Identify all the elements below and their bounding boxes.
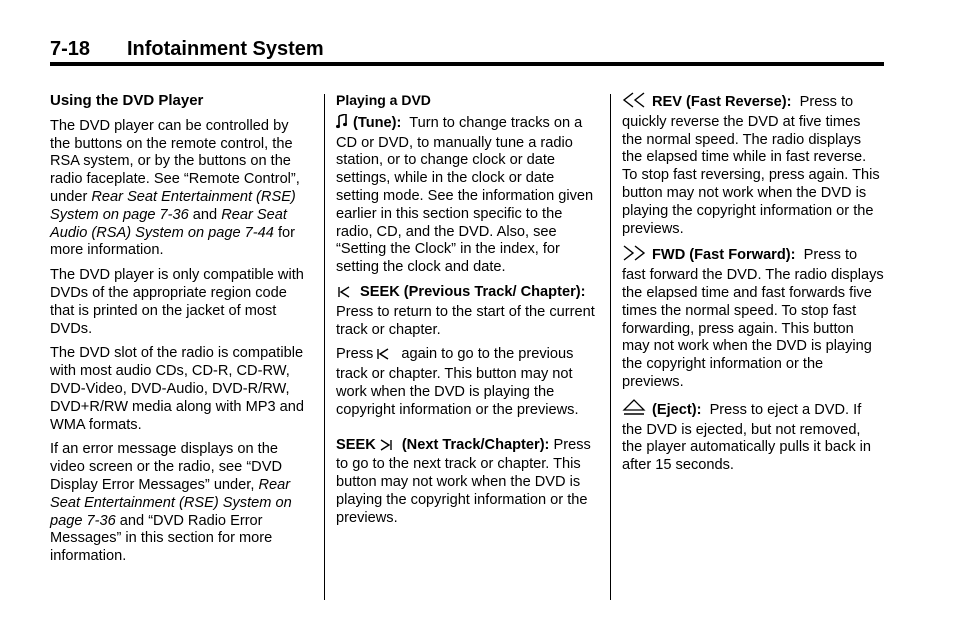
text: and “DVD Radio Error Messages” in this section for more information.: [50, 512, 273, 565]
page-number: 7-18: [50, 38, 91, 60]
paragraph: [50, 118, 312, 260]
section-title: Infotainment System: [127, 38, 324, 60]
text: again to go to the previous track or chapter. This button may not work when the DVD is playing the copyright information or the previews.: [336, 346, 579, 418]
eject-label: (Eject):: [652, 401, 702, 418]
column-2: [336, 92, 598, 535]
rev-label: REV (Fast Reverse):: [652, 94, 792, 110]
tune-entry: [336, 114, 598, 277]
seek-previous-icon: [377, 348, 389, 366]
paragraph: [50, 441, 312, 566]
column-1: [50, 92, 312, 573]
text: Press: [336, 346, 378, 363]
fast-reverse-icon: [622, 92, 646, 114]
column-divider: [324, 94, 325, 600]
column-divider: [610, 94, 611, 600]
seek-previous-label: SEEK (Previous Track/ Chapter):: [360, 283, 586, 300]
rev-entry: [622, 92, 884, 238]
header-rule: [50, 62, 884, 66]
tune-text: Turn to change tracks on a CD or DVD, to manually tune a radio station, or to change clock or date settings, while in the clock or date setting mode. See the information given earlier in this section specific to the radio, CD, and the DVD. Also, see “Setting the Clock” in the index, for setting the clock and date.: [336, 114, 594, 276]
seek-next-entry: [336, 437, 598, 528]
seek-previous-entry: [336, 284, 598, 339]
fwd-entry: [622, 245, 884, 391]
seek-previous-again-entry: [336, 346, 598, 419]
column-3: [622, 92, 884, 482]
eject-entry: [622, 399, 884, 475]
eject-icon: [622, 399, 646, 422]
seek-previous-icon: [338, 286, 350, 304]
section-heading: Using the DVD Player: [50, 92, 204, 109]
cross-reference: Rear Seat Audio (RSA) System on page 7-44: [50, 206, 287, 241]
fast-forward-icon: [622, 245, 646, 267]
seek-next-text: Press to go to the next track or chapter. This button may not work when the DVD is playing the copyright information or the previews.: [336, 436, 591, 526]
seek-next-label: (Next Track/Chapter):: [401, 436, 550, 453]
text: The DVD player can be controlled by the buttons on the remote control, the RSA system, or by the buttons on the radio faceplate. See “Remote Control”, under: [50, 117, 300, 205]
rev-text: Press to quickly reverse the DVD at five times the normal speed. The radio displays the elapsed time while in fast reverse. To stop fast reversing, press again. This button may not work when the DVD is playing the copyright information or the previews.: [622, 94, 880, 237]
tune-label: (Tune):: [353, 114, 402, 131]
text: for more information.: [50, 224, 295, 259]
fwd-text: Press to fast forward the DVD. The radio displays the elapsed time and fast forwards five times the normal speed. To stop fast forwarding, press again. This button may not work when the DVD is playing the copyright information or the previews.: [622, 247, 884, 390]
seek-previous-text: Press to return to the start of the current track or chapter.: [336, 303, 595, 338]
eject-text: Press to eject a DVD. If the DVD is ejected, but not removed, the player automatically pulls it back in after 15 seconds.: [622, 401, 872, 474]
text: and: [188, 206, 222, 223]
music-note-icon: [336, 114, 347, 135]
cross-reference: Rear Seat Entertainment (RSE) System on page 7-36: [50, 188, 296, 223]
subsection-heading: Playing a DVD: [336, 92, 431, 108]
cross-reference: Rear Seat Entertainment (RSE) System on page 7-36: [50, 476, 292, 529]
paragraph: The DVD player is only compatible with DVDs of the appropriate region code that is printed on the jacket of most DVDs.: [50, 267, 304, 337]
paragraph: The DVD slot of the radio is compatible with most audio CDs, CD-R, CD-RW, DVD-Video, DVD-Audio, DVD-R/RW, DVD+R/RW media along with MP3 and WMA formats.: [50, 345, 305, 433]
seek-next-icon: [380, 439, 392, 457]
fwd-label: FWD (Fast Forward):: [652, 247, 796, 264]
text: If an error message displays on the video screen or the radio, see “DVD Display Error Messages” under,: [50, 441, 282, 493]
seek-label: SEEK: [336, 436, 376, 453]
